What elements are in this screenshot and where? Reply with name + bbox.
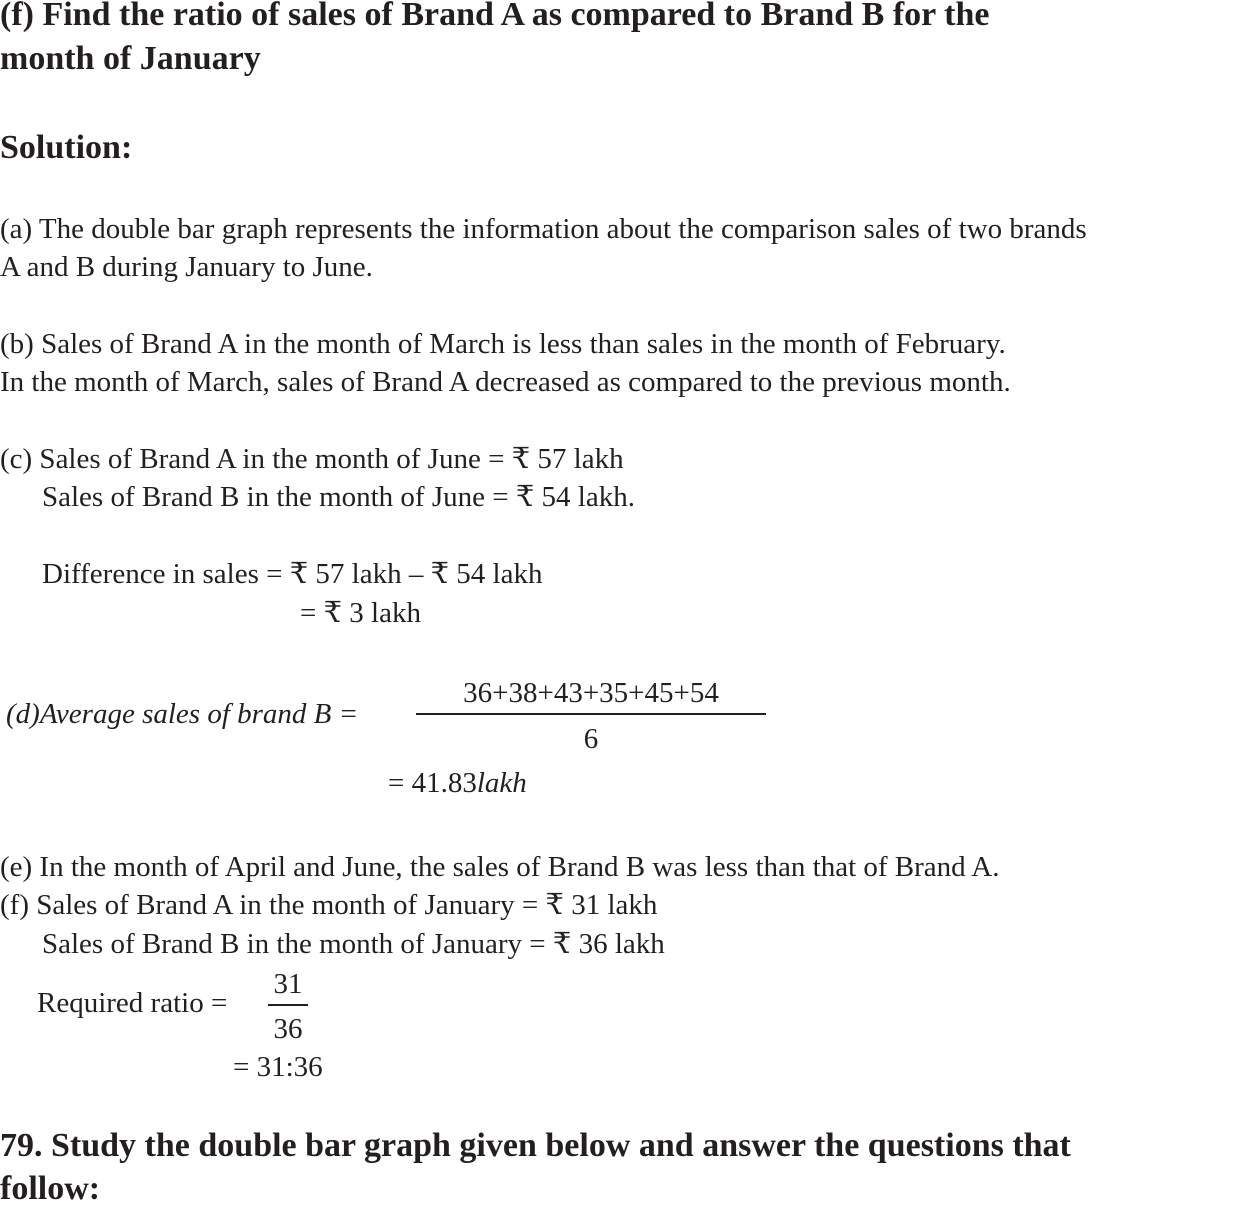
part-b-line-2: In the month of March, sales of Brand A decreased as compared to the previous month. [0,366,1011,398]
part-c-line-2: Sales of Brand B in the month of June = ₹ 54 lakh. [42,481,635,513]
part-f-line-2: Sales of Brand B in the month of January = ₹ 36 lakh [42,928,665,960]
part-d-result-unit: lakh [476,767,527,799]
part-d-numerator: 36+38+43+35+45+54 [463,677,719,709]
question-79-line-1: 79. Study the double bar graph given below and answer the questions that [0,1127,1071,1164]
part-f-numerator: 31 [273,968,303,1000]
part-f-ratio-label: Required ratio = [37,987,228,1019]
part-f-result: = 31:36 [233,1051,323,1083]
question-79-line-2: follow: [0,1170,101,1207]
part-f-line-1: (f) Sales of Brand A in the month of January = ₹ 31 lakh [0,889,658,921]
part-c-line-3: Difference in sales = ₹ 57 lakh – ₹ 54 lakh [42,558,543,590]
part-d-result [388,765,527,801]
question-f-line-2: month of January [0,40,261,77]
part-a-line-2: A and B during January to June. [0,251,373,283]
part-a-line-1: (a) The double bar graph represents the information about the comparison sales of two brands [0,213,1087,245]
part-c-line-4: = ₹ 3 lakh [300,597,421,629]
part-b-line-1: (b) Sales of Brand A in the month of March is less than sales in the month of February. [0,328,1006,360]
part-c-line-1: (c) Sales of Brand A in the month of June = ₹ 57 lakh [0,443,624,475]
solution-heading: Solution: [0,129,133,166]
part-d-fraction-bar [416,713,766,715]
part-f-denominator: 36 [273,1013,303,1045]
part-d-label: (d)Average sales of brand B = [6,698,359,730]
part-d-denominator: 6 [583,723,599,755]
part-f-fraction-bar [268,1004,308,1006]
question-f-line-1: (f) Find the ratio of sales of Brand A as compared to Brand B for the [0,0,990,33]
part-d-result-value: = 41.83 [388,767,477,799]
part-e-line-1: (e) In the month of April and June, the sales of Brand B was less than that of Brand A. [0,851,1000,883]
